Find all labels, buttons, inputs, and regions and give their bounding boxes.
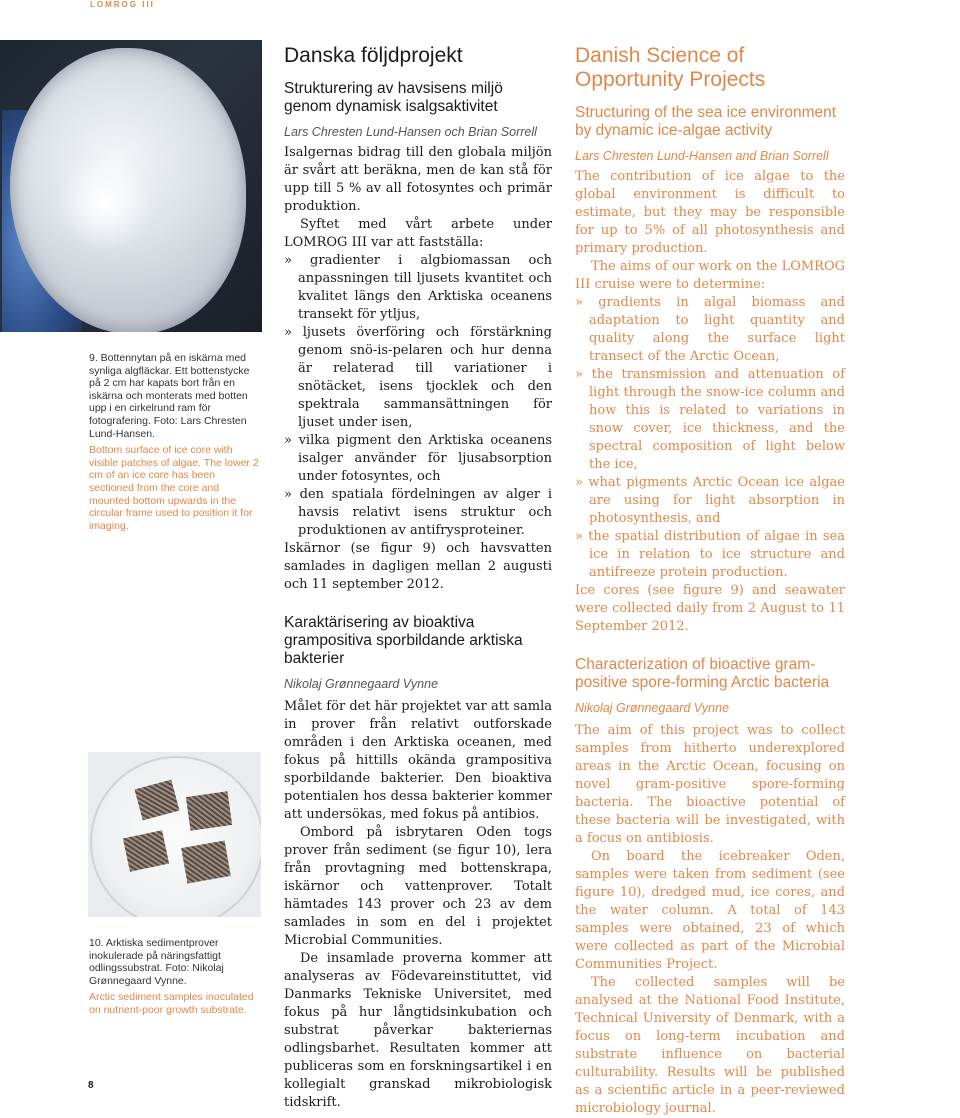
figure-9-caption-en: Bottom surface of ice core with visible patches of algae. The lower 2 cm of an ice core has been sectioned from the core and mounted bottom upwards in the circular frame used to position it for imaging.: [89, 444, 259, 532]
english-bullet-4: » the spatial distribution of algae in sea ice in relation to ice structure and antifreeze protein production.: [575, 529, 845, 580]
swedish-bullet-1: » gradienter i algbiomassan och anpassningen till ljusets kvantitet och kvalitet längs den Arktiska oceanens transekt för ytljus,: [284, 253, 552, 322]
swedish-section2-p3: De insamlade proverna kommer att analyseras av Födevareinstituttet, vid Danmarks Tekniske Universitet, med fokus på hur långtidsinkubation och substrat påverkar bakteriernas odlingsbarhet. Resultaten kommer att publiceras som en forskningsartikel i en kollegialt granskad mikrobiologisk tidskrift.: [284, 951, 552, 1110]
petri-dish-photo: [88, 752, 261, 917]
swedish-section1-authors: Lars Chresten Lund-Hansen och Brian Sorrell: [284, 125, 537, 139]
english-bullet-2: » the transmission and attenuation of light through the snow-ice column and how this is related to variations in snow cover, ice thickness, and the spectral composition of light below the ice,: [575, 367, 845, 472]
running-header: LOMROG III: [90, 0, 155, 9]
english-section1-p1: The contribution of ice algae to the global environment is difficult to estimate, but they may be responsible for up to 5% of all photosynthesis and primary production.: [575, 169, 845, 256]
figure-9-caption: [89, 352, 259, 532]
english-title: Danish Science of Opportunity Projects: [575, 44, 766, 91]
swedish-column: [284, 44, 552, 1112]
english-section1-authors: Lars Chresten Lund-Hansen and Brian Sorrell: [575, 149, 829, 163]
ice-core-photo: [0, 40, 262, 332]
swedish-section2-p2: Ombord på isbrytaren Oden togs prover från sediment (se figur 10), lera från provtagning med bottenskrapa, iskärnor och vattenprover. Totalt hämtades 143 prover och 23 av dem samlades in som en del i projektet Microbial Communities.: [284, 825, 552, 948]
figure-10-caption-sv: 10. Arktiska sedimentprover inokulerade på näringsfattigt odlingssubstrat. Foto: Nikolaj Grønnegaard Vynne.: [89, 937, 224, 987]
english-section2-p2: On board the icebreaker Oden, samples were taken from sediment (see figure 10), dredged mud, ice cores, and the water column. A total of 143 samples were obtained, 23 of which were collected as part of the Microbial Communities Project.: [575, 849, 845, 972]
english-bullet-3: » what pigments Arctic Ocean ice algae are using for light absorption in photosynthesis, and: [575, 475, 845, 526]
english-section1-heading: Structuring of the sea ice environment by dynamic ice-algae activity: [575, 104, 837, 139]
swedish-section2-authors: Nikolaj Grønnegaard Vynne: [284, 677, 439, 691]
swedish-bullet-2: » ljusets överföring och förstärkning genom snö-is-pelaren och hur denna är relaterad till variationer i snötäcket, isens tjocklek och den spektrala sammansättningen för ljuset under isen,: [284, 325, 552, 430]
english-section1-p2: The aims of our work on the LOMROG III cruise were to determine:: [575, 259, 845, 292]
swedish-section1-p1: Isalgernas bidrag till den globala miljön är svårt att beräkna, men de kan stå för upp till 5 % av all fotosyntes och primär produktion.: [284, 145, 552, 214]
swedish-section1-heading: Strukturering av havsisens miljö genom dynamisk isalgsaktivitet: [284, 80, 503, 115]
english-section1-p3: Ice cores (see figure 9) and seawater were collected daily from 2 August to 11 September 2012.: [575, 583, 845, 634]
figure-9-caption-sv: 9. Bottennytan på en iskärna med synliga algfläckar. Ett bottenstycke på 2 cm har kapats bort från en iskärna och monterats med botten upp i en cirkelrund ram för fotografering. Foto: Lars Chresten Lund-Hansen.: [89, 352, 250, 440]
swedish-title: Danska följdprojekt: [284, 44, 463, 67]
english-section2-authors: Nikolaj Grønnegaard Vynne: [575, 701, 730, 715]
english-section2-heading: Characterization of bioactive gram-positive spore-forming Arctic bacteria: [575, 656, 830, 691]
page-number: 8: [88, 1080, 94, 1091]
english-bullet-1: » gradients in algal biomass and adaptation to light quantity and quality along the surface light transect of the Arctic Ocean,: [575, 295, 845, 364]
swedish-section2-heading: Karaktärisering av bioaktiva grampositiva sporbildande arktiska bakterier: [284, 614, 523, 667]
swedish-bullet-4: » den spatiala fördelningen av alger i havsis relativt isens struktur och produktionen av antifrysproteiner.: [284, 487, 552, 538]
english-column: [575, 44, 845, 1118]
swedish-section1-p3: Iskärnor (se figur 9) och havsvatten samlades in dagligen mellan 2 augusti och 11 september 2012.: [284, 541, 552, 592]
swedish-bullet-3: » vilka pigment den Arktiska oceanens isalger använder för ljusabsorption under fotosyntes, och: [284, 433, 552, 484]
swedish-section2-p1: Målet för det här projektet var att samla in prover från relativt outforskade områden i den Arktiska oceanen, med fokus på hittills okända grampositiva sporbildande bakterier. Den bioaktiva potentialen hos dessa bakterier kommer att undersökas, med fokus på antibios.: [284, 699, 552, 822]
figure-10-caption: [89, 937, 261, 1017]
english-section2-p1: The aim of this project was to collect samples from hitherto underexplored areas in the Arctic Ocean, focusing on novel gram-positive spore-forming bacteria. The bioactive potential of these bacteria will be investigated, with a focus on antibiosis.: [575, 723, 845, 846]
figure-10-caption-en: Arctic sediment samples inoculated on nutrient-poor growth substrate.: [89, 991, 254, 1016]
swedish-section1-p2: Syftet med vårt arbete under LOMROG III var att fastställa:: [284, 217, 552, 250]
english-section2-p3: The collected samples will be analysed at the National Food Institute, Technical University of Denmark, with a focus on long-term incubation and substrate influence on bacterial culturability. Results will be published as a scientific article in a peer-reviewed microbiology journal.: [575, 975, 845, 1116]
